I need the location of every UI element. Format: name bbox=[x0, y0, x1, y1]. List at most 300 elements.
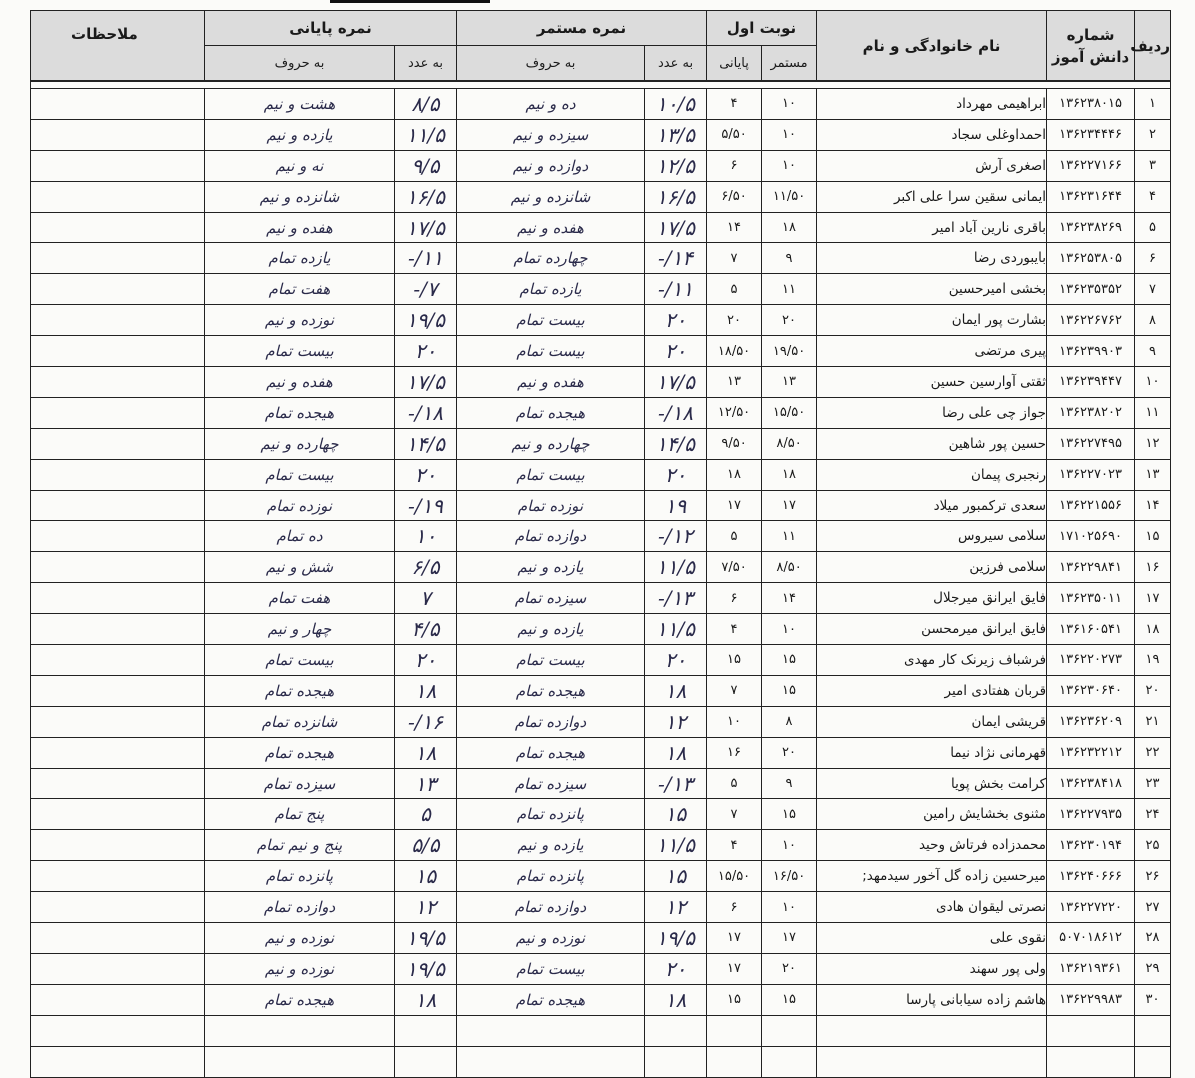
first-term-final-cell: ۴ bbox=[707, 830, 762, 861]
table-row bbox=[31, 768, 1171, 799]
header-continuous-digits: به عدد bbox=[645, 46, 707, 82]
final-grade-words-cell: سیزده تمام bbox=[205, 768, 395, 799]
continuous-grade-words-cell: نوزده تمام bbox=[457, 490, 645, 521]
first-term-continuous-cell: ۱۴ bbox=[762, 583, 817, 614]
row-number-cell: ۲ bbox=[1135, 119, 1171, 150]
empty-cell bbox=[205, 1015, 395, 1046]
continuous-grade-words-cell: سیزده تمام bbox=[457, 768, 645, 799]
final-grade-digits-cell: ۱۹/۵ bbox=[395, 923, 457, 954]
student-name-cell: اصغری آرش bbox=[817, 150, 1047, 181]
student-id-cell: ۱۳۶۲۳۸۲۰۲ bbox=[1047, 397, 1135, 428]
student-id-cell: ۱۳۶۲۲۷۴۹۵ bbox=[1047, 428, 1135, 459]
student-name-cell: سلامی فرزین bbox=[817, 552, 1047, 583]
empty-cell bbox=[817, 1046, 1047, 1077]
student-name-cell: ولی پور سهند bbox=[817, 953, 1047, 984]
final-grade-words-cell: شانزده تمام bbox=[205, 706, 395, 737]
final-grade-digits-cell: ۱۲ bbox=[395, 892, 457, 923]
header-spacer bbox=[31, 81, 1171, 89]
final-grade-digits-cell: ۱۸ bbox=[395, 675, 457, 706]
empty-cell bbox=[645, 1015, 707, 1046]
student-id-cell: ۱۳۶۲۴۰۶۶۶ bbox=[1047, 861, 1135, 892]
first-term-final-cell: ۷ bbox=[707, 799, 762, 830]
row-number-cell: ۱۵ bbox=[1135, 521, 1171, 552]
continuous-grade-words-cell: شانزده و نیم bbox=[457, 181, 645, 212]
remarks-cell bbox=[31, 799, 205, 830]
remarks-cell bbox=[31, 336, 205, 367]
empty-row bbox=[31, 1046, 1171, 1077]
continuous-grade-digits-cell: ۱۳/- bbox=[645, 583, 707, 614]
final-grade-words-cell: نه و نیم bbox=[205, 150, 395, 181]
student-id-cell: ۱۳۶۲۳۰۶۴۰ bbox=[1047, 675, 1135, 706]
continuous-grade-words-cell: یازده تمام bbox=[457, 274, 645, 305]
continuous-grade-digits-cell: ۱۱/۵ bbox=[645, 614, 707, 645]
remarks-cell bbox=[31, 490, 205, 521]
first-term-final-cell: ۱۷ bbox=[707, 953, 762, 984]
continuous-grade-digits-cell: ۱۲ bbox=[645, 892, 707, 923]
first-term-continuous-cell: ۱۰ bbox=[762, 892, 817, 923]
first-term-continuous-cell: ۸/۵۰ bbox=[762, 552, 817, 583]
student-id-cell: ۱۳۶۲۲۹۹۸۳ bbox=[1047, 984, 1135, 1015]
student-name-cell: مثنوی بخشایش رامین bbox=[817, 799, 1047, 830]
row-number-cell: ۱۱ bbox=[1135, 397, 1171, 428]
first-term-continuous-cell: ۱۱ bbox=[762, 274, 817, 305]
final-grade-words-cell: نوزده و نیم bbox=[205, 923, 395, 954]
student-id-cell: ۱۳۶۲۲۷۹۳۵ bbox=[1047, 799, 1135, 830]
row-number-cell: ۷ bbox=[1135, 274, 1171, 305]
student-name-cell: ایمانی سقین سرا علی اکبر bbox=[817, 181, 1047, 212]
remarks-cell bbox=[31, 305, 205, 336]
empty-cell bbox=[817, 1015, 1047, 1046]
student-name-cell: فرشباف زیرنک کار مهدی bbox=[817, 645, 1047, 676]
row-number-cell: ۲۱ bbox=[1135, 706, 1171, 737]
student-name-cell: بایبوردی رضا bbox=[817, 243, 1047, 274]
grade-sheet bbox=[30, 10, 1171, 1078]
student-name-cell: کرامت بخش پویا bbox=[817, 768, 1047, 799]
first-term-final-cell: ۱۷ bbox=[707, 490, 762, 521]
continuous-grade-digits-cell: ۱۳/۵ bbox=[645, 119, 707, 150]
empty-cell bbox=[457, 1015, 645, 1046]
student-name-cell: ثقتی آوارسین حسین bbox=[817, 367, 1047, 398]
first-term-continuous-cell: ۱۹/۵۰ bbox=[762, 336, 817, 367]
first-term-final-cell: ۵/۵۰ bbox=[707, 119, 762, 150]
row-number-cell: ۳ bbox=[1135, 150, 1171, 181]
header-final-grade: نمره پایانی bbox=[205, 11, 457, 46]
student-name-cell: بشارت پور ایمان bbox=[817, 305, 1047, 336]
first-term-final-cell: ۵ bbox=[707, 768, 762, 799]
student-name-cell: سعدی ترکمبور میلاد bbox=[817, 490, 1047, 521]
remarks-cell bbox=[31, 737, 205, 768]
student-name-cell: هاشم زاده سیابانی پارسا bbox=[817, 984, 1047, 1015]
continuous-grade-digits-cell: ۱۹ bbox=[645, 490, 707, 521]
first-term-continuous-cell: ۱۵ bbox=[762, 675, 817, 706]
continuous-grade-words-cell: سیزده تمام bbox=[457, 583, 645, 614]
first-term-final-cell: ۱۲/۵۰ bbox=[707, 397, 762, 428]
first-term-continuous-cell: ۸ bbox=[762, 706, 817, 737]
student-id-cell: ۱۳۶۱۶۰۵۴۱ bbox=[1047, 614, 1135, 645]
row-number-cell: ۱۳ bbox=[1135, 459, 1171, 490]
header-first-term: نوبت اول bbox=[707, 11, 817, 46]
header-row-number: ردیف bbox=[1135, 11, 1171, 82]
first-term-final-cell: ۱۳ bbox=[707, 367, 762, 398]
final-grade-digits-cell: ۱۹/- bbox=[395, 490, 457, 521]
continuous-grade-words-cell: ده و نیم bbox=[457, 89, 645, 120]
student-name-cell: فایق ایرانق میرمحسن bbox=[817, 614, 1047, 645]
student-name-cell: میرحسین زاده گل آخور سیدمهد; bbox=[817, 861, 1047, 892]
final-grade-words-cell: هفده و نیم bbox=[205, 212, 395, 243]
final-grade-digits-cell: ۲۰ bbox=[395, 645, 457, 676]
student-name-cell: قریشی ایمان bbox=[817, 706, 1047, 737]
first-term-final-cell: ۶ bbox=[707, 150, 762, 181]
table-row bbox=[31, 274, 1171, 305]
first-term-continuous-cell: ۱۰ bbox=[762, 614, 817, 645]
table-row bbox=[31, 305, 1171, 336]
header-final-words: به حروف bbox=[205, 46, 395, 82]
table-row bbox=[31, 892, 1171, 923]
final-grade-words-cell: یازده و نیم bbox=[205, 119, 395, 150]
continuous-grade-digits-cell: ۱۲/۵ bbox=[645, 150, 707, 181]
first-term-continuous-cell: ۱۷ bbox=[762, 490, 817, 521]
final-grade-words-cell: هیجده تمام bbox=[205, 675, 395, 706]
continuous-grade-words-cell: بیست تمام bbox=[457, 953, 645, 984]
continuous-grade-words-cell: دوازده تمام bbox=[457, 892, 645, 923]
final-grade-words-cell: هیجده تمام bbox=[205, 984, 395, 1015]
final-grade-words-cell: نوزده و نیم bbox=[205, 305, 395, 336]
first-term-continuous-cell: ۱۰ bbox=[762, 150, 817, 181]
continuous-grade-words-cell: هفده و نیم bbox=[457, 212, 645, 243]
row-number-cell: ۱۷ bbox=[1135, 583, 1171, 614]
final-grade-words-cell: نوزده تمام bbox=[205, 490, 395, 521]
continuous-grade-digits-cell: ۱۱/۵ bbox=[645, 552, 707, 583]
table-row bbox=[31, 521, 1171, 552]
remarks-cell bbox=[31, 119, 205, 150]
student-id-cell: ۱۳۶۲۳۹۹۰۳ bbox=[1047, 336, 1135, 367]
continuous-grade-digits-cell: ۱۱/- bbox=[645, 274, 707, 305]
continuous-grade-words-cell: پانزده تمام bbox=[457, 861, 645, 892]
header-student-id: شماره دانش آموز bbox=[1047, 11, 1135, 82]
final-grade-words-cell: دوازده تمام bbox=[205, 892, 395, 923]
student-id-cell: ۱۳۶۲۳۵۳۵۲ bbox=[1047, 274, 1135, 305]
empty-cell bbox=[31, 1046, 205, 1077]
final-grade-words-cell: هفت تمام bbox=[205, 583, 395, 614]
empty-cell bbox=[762, 1046, 817, 1077]
student-id-cell: ۱۳۶۲۳۵۰۱۱ bbox=[1047, 583, 1135, 614]
continuous-grade-digits-cell: ۲۰ bbox=[645, 336, 707, 367]
continuous-grade-words-cell: بیست تمام bbox=[457, 336, 645, 367]
student-id-cell: ۱۳۶۲۳۸۴۱۸ bbox=[1047, 768, 1135, 799]
continuous-grade-words-cell: هفده و نیم bbox=[457, 367, 645, 398]
empty-cell bbox=[457, 1046, 645, 1077]
remarks-cell bbox=[31, 181, 205, 212]
student-name-cell: پیری مرتضی bbox=[817, 336, 1047, 367]
empty-cell bbox=[645, 1046, 707, 1077]
final-grade-digits-cell: ۱۹/۵ bbox=[395, 305, 457, 336]
table-row bbox=[31, 212, 1171, 243]
student-name-cell: قربان هفتادی امیر bbox=[817, 675, 1047, 706]
continuous-grade-words-cell: دوازده و نیم bbox=[457, 150, 645, 181]
table-row bbox=[31, 367, 1171, 398]
continuous-grade-digits-cell: ۱۸ bbox=[645, 984, 707, 1015]
first-term-final-cell: ۱۶ bbox=[707, 737, 762, 768]
table-row bbox=[31, 119, 1171, 150]
row-number-cell: ۲۹ bbox=[1135, 953, 1171, 984]
continuous-grade-words-cell: یازده و نیم bbox=[457, 614, 645, 645]
table-body bbox=[31, 81, 1171, 1077]
student-name-cell: قهرمانی نژاد نیما bbox=[817, 737, 1047, 768]
continuous-grade-digits-cell: ۱۸ bbox=[645, 737, 707, 768]
continuous-grade-words-cell: هیجده تمام bbox=[457, 397, 645, 428]
continuous-grade-digits-cell: ۱۳/- bbox=[645, 768, 707, 799]
first-term-continuous-cell: ۹ bbox=[762, 768, 817, 799]
table-row bbox=[31, 706, 1171, 737]
first-term-final-cell: ۱۰ bbox=[707, 706, 762, 737]
final-grade-digits-cell: ۵ bbox=[395, 799, 457, 830]
student-id-cell: ۱۳۶۲۳۲۲۱۲ bbox=[1047, 737, 1135, 768]
final-grade-words-cell: شانزده و نیم bbox=[205, 181, 395, 212]
remarks-cell bbox=[31, 706, 205, 737]
row-number-cell: ۱۶ bbox=[1135, 552, 1171, 583]
continuous-grade-digits-cell: ۱۷/۵ bbox=[645, 367, 707, 398]
remarks-cell bbox=[31, 367, 205, 398]
empty-cell bbox=[395, 1015, 457, 1046]
header-first-term-continuous: مستمر bbox=[762, 46, 817, 82]
empty-cell bbox=[205, 1046, 395, 1077]
student-id-cell: ۱۳۶۲۲۷۲۲۰ bbox=[1047, 892, 1135, 923]
table-row bbox=[31, 89, 1171, 120]
continuous-grade-words-cell: یازده و نیم bbox=[457, 830, 645, 861]
first-term-final-cell: ۶ bbox=[707, 583, 762, 614]
student-name-cell: ابراهیمی مهرداد bbox=[817, 89, 1047, 120]
continuous-grade-digits-cell: ۱۸/- bbox=[645, 397, 707, 428]
row-number-cell: ۸ bbox=[1135, 305, 1171, 336]
first-term-continuous-cell: ۲۰ bbox=[762, 737, 817, 768]
final-grade-words-cell: هشت و نیم bbox=[205, 89, 395, 120]
student-id-cell: ۱۳۶۲۲۷۱۶۶ bbox=[1047, 150, 1135, 181]
continuous-grade-digits-cell: ۱۸ bbox=[645, 675, 707, 706]
final-grade-digits-cell: ۱۱/۵ bbox=[395, 119, 457, 150]
first-term-continuous-cell: ۱۷ bbox=[762, 923, 817, 954]
first-term-final-cell: ۲۰ bbox=[707, 305, 762, 336]
final-grade-digits-cell: ۱۳ bbox=[395, 768, 457, 799]
row-number-cell: ۶ bbox=[1135, 243, 1171, 274]
remarks-cell bbox=[31, 614, 205, 645]
final-grade-digits-cell: ۶/۵ bbox=[395, 552, 457, 583]
final-grade-digits-cell: ۷ bbox=[395, 583, 457, 614]
table-row bbox=[31, 397, 1171, 428]
empty-cell bbox=[707, 1015, 762, 1046]
remarks-cell bbox=[31, 645, 205, 676]
grades-table bbox=[30, 10, 1171, 1078]
student-id-cell: ۱۳۶۲۳۶۲۰۹ bbox=[1047, 706, 1135, 737]
first-term-final-cell: ۵ bbox=[707, 521, 762, 552]
table-row bbox=[31, 675, 1171, 706]
continuous-grade-words-cell: چهارده و نیم bbox=[457, 428, 645, 459]
student-id-cell: ۵۰۷۰۱۸۶۱۲ bbox=[1047, 923, 1135, 954]
final-grade-words-cell: ده تمام bbox=[205, 521, 395, 552]
continuous-grade-digits-cell: ۱۴/- bbox=[645, 243, 707, 274]
student-id-cell: ۱۳۶۲۲۹۸۴۱ bbox=[1047, 552, 1135, 583]
student-name-cell: جواز چی علی رضا bbox=[817, 397, 1047, 428]
continuous-grade-words-cell: پانزده تمام bbox=[457, 799, 645, 830]
student-id-cell: ۱۳۶۲۳۴۴۴۶ bbox=[1047, 119, 1135, 150]
row-number-cell: ۲۴ bbox=[1135, 799, 1171, 830]
student-id-cell: ۱۳۶۲۲۰۲۷۳ bbox=[1047, 645, 1135, 676]
continuous-grade-words-cell: بیست تمام bbox=[457, 459, 645, 490]
row-number-cell: ۳۰ bbox=[1135, 984, 1171, 1015]
student-id-cell: ۱۳۶۲۲۱۵۵۶ bbox=[1047, 490, 1135, 521]
first-term-continuous-cell: ۱۳ bbox=[762, 367, 817, 398]
continuous-grade-digits-cell: ۲۰ bbox=[645, 305, 707, 336]
first-term-continuous-cell: ۱۰ bbox=[762, 89, 817, 120]
final-grade-digits-cell: ۵/۵ bbox=[395, 830, 457, 861]
continuous-grade-words-cell: هیجده تمام bbox=[457, 675, 645, 706]
first-term-final-cell: ۷/۵۰ bbox=[707, 552, 762, 583]
empty-cell bbox=[1047, 1046, 1135, 1077]
row-number-cell: ۱۹ bbox=[1135, 645, 1171, 676]
row-number-cell: ۲۵ bbox=[1135, 830, 1171, 861]
continuous-grade-digits-cell: ۱۲ bbox=[645, 706, 707, 737]
student-name-cell: محمدزاده فرتاش وحید bbox=[817, 830, 1047, 861]
remarks-cell bbox=[31, 953, 205, 984]
final-grade-words-cell: بیست تمام bbox=[205, 336, 395, 367]
continuous-grade-words-cell: بیست تمام bbox=[457, 645, 645, 676]
row-number-cell: ۱۴ bbox=[1135, 490, 1171, 521]
remarks-cell bbox=[31, 274, 205, 305]
continuous-grade-digits-cell: ۱۱/۵ bbox=[645, 830, 707, 861]
table-row bbox=[31, 150, 1171, 181]
final-grade-digits-cell: ۸/۵ bbox=[395, 89, 457, 120]
student-name-cell: باقری نارین آباد امیر bbox=[817, 212, 1047, 243]
first-term-final-cell: ۵ bbox=[707, 274, 762, 305]
first-term-final-cell: ۱۸ bbox=[707, 459, 762, 490]
remarks-cell bbox=[31, 583, 205, 614]
first-term-continuous-cell: ۱۵ bbox=[762, 799, 817, 830]
empty-cell bbox=[1135, 1046, 1171, 1077]
first-term-continuous-cell: ۲۰ bbox=[762, 953, 817, 984]
first-term-continuous-cell: ۱۵ bbox=[762, 984, 817, 1015]
row-number-cell: ۱ bbox=[1135, 89, 1171, 120]
first-term-final-cell: ۱۸/۵۰ bbox=[707, 336, 762, 367]
final-grade-digits-cell: ۱۸/- bbox=[395, 397, 457, 428]
final-grade-words-cell: نوزده و نیم bbox=[205, 953, 395, 984]
first-term-continuous-cell: ۱۸ bbox=[762, 459, 817, 490]
empty-cell bbox=[707, 1046, 762, 1077]
table-row bbox=[31, 181, 1171, 212]
continuous-grade-digits-cell: ۱۲/- bbox=[645, 521, 707, 552]
first-term-continuous-cell: ۱۵/۵۰ bbox=[762, 397, 817, 428]
final-grade-digits-cell: ۱۷/۵ bbox=[395, 212, 457, 243]
first-term-final-cell: ۷ bbox=[707, 675, 762, 706]
student-name-cell: نصرتی لیقوان هادی bbox=[817, 892, 1047, 923]
final-grade-words-cell: بیست تمام bbox=[205, 459, 395, 490]
table-header bbox=[31, 11, 1171, 82]
final-grade-digits-cell: ۱۰ bbox=[395, 521, 457, 552]
row-number-cell: ۲۲ bbox=[1135, 737, 1171, 768]
student-id-cell: ۱۳۶۲۳۰۱۹۴ bbox=[1047, 830, 1135, 861]
continuous-grade-words-cell: هیجده تمام bbox=[457, 737, 645, 768]
student-id-cell: ۱۷۱۰۲۵۶۹۰ bbox=[1047, 521, 1135, 552]
table-row bbox=[31, 336, 1171, 367]
continuous-grade-digits-cell: ۱۷/۵ bbox=[645, 212, 707, 243]
continuous-grade-digits-cell: ۱۶/۵ bbox=[645, 181, 707, 212]
remarks-cell bbox=[31, 243, 205, 274]
header-name: نام خانوادگی و نام bbox=[817, 11, 1047, 82]
final-grade-digits-cell: ۱۷/۵ bbox=[395, 367, 457, 398]
remarks-cell bbox=[31, 521, 205, 552]
row-number-cell: ۱۸ bbox=[1135, 614, 1171, 645]
final-grade-words-cell: هیجده تمام bbox=[205, 737, 395, 768]
header-continuous-grade: نمره مستمر bbox=[457, 11, 707, 46]
empty-row bbox=[31, 1015, 1171, 1046]
student-name-cell: بخشی امیرحسین bbox=[817, 274, 1047, 305]
student-id-cell: ۱۳۶۲۳۸۲۶۹ bbox=[1047, 212, 1135, 243]
row-number-cell: ۱۲ bbox=[1135, 428, 1171, 459]
header-remarks: ملاحظات bbox=[31, 11, 205, 82]
student-name-cell: احمداوغلی سجاد bbox=[817, 119, 1047, 150]
table-row bbox=[31, 861, 1171, 892]
remarks-cell bbox=[31, 984, 205, 1015]
continuous-grade-words-cell: نوزده و نیم bbox=[457, 923, 645, 954]
remarks-cell bbox=[31, 675, 205, 706]
first-term-continuous-cell: ۱۱/۵۰ bbox=[762, 181, 817, 212]
table-row bbox=[31, 799, 1171, 830]
row-number-cell: ۲۶ bbox=[1135, 861, 1171, 892]
table-row bbox=[31, 459, 1171, 490]
first-term-final-cell: ۶/۵۰ bbox=[707, 181, 762, 212]
first-term-continuous-cell: ۱۰ bbox=[762, 119, 817, 150]
student-id-cell: ۱۳۶۲۲۶۷۶۲ bbox=[1047, 305, 1135, 336]
remarks-cell bbox=[31, 150, 205, 181]
header-final-digits: به عدد bbox=[395, 46, 457, 82]
row-number-cell: ۲۰ bbox=[1135, 675, 1171, 706]
final-grade-words-cell: شش و نیم bbox=[205, 552, 395, 583]
continuous-grade-digits-cell: ۱۵ bbox=[645, 861, 707, 892]
remarks-cell bbox=[31, 768, 205, 799]
first-term-continuous-cell: ۱۵ bbox=[762, 645, 817, 676]
student-id-cell: ۱۳۶۲۵۳۸۰۵ bbox=[1047, 243, 1135, 274]
first-term-final-cell: ۴ bbox=[707, 89, 762, 120]
student-name-cell: حسین پور شاهین bbox=[817, 428, 1047, 459]
continuous-grade-words-cell: بیست تمام bbox=[457, 305, 645, 336]
final-grade-digits-cell: ۷/- bbox=[395, 274, 457, 305]
final-grade-digits-cell: ۱۶/۵ bbox=[395, 181, 457, 212]
remarks-cell bbox=[31, 552, 205, 583]
table-row bbox=[31, 830, 1171, 861]
continuous-grade-digits-cell: ۱۴/۵ bbox=[645, 428, 707, 459]
first-term-final-cell: ۱۵/۵۰ bbox=[707, 861, 762, 892]
student-name-cell: سلامی سیروس bbox=[817, 521, 1047, 552]
student-name-cell: نقوی علی bbox=[817, 923, 1047, 954]
table-row bbox=[31, 923, 1171, 954]
remarks-cell bbox=[31, 923, 205, 954]
final-grade-digits-cell: ۱۸ bbox=[395, 984, 457, 1015]
final-grade-digits-cell: ۱۱/- bbox=[395, 243, 457, 274]
final-grade-words-cell: چهارده و نیم bbox=[205, 428, 395, 459]
continuous-grade-words-cell: دوازده تمام bbox=[457, 521, 645, 552]
row-number-cell: ۲۷ bbox=[1135, 892, 1171, 923]
remarks-cell bbox=[31, 861, 205, 892]
continuous-grade-digits-cell: ۲۰ bbox=[645, 459, 707, 490]
remarks-cell bbox=[31, 212, 205, 243]
final-grade-words-cell: هفده و نیم bbox=[205, 367, 395, 398]
remarks-cell bbox=[31, 830, 205, 861]
student-id-cell: ۱۳۶۲۳۱۶۴۴ bbox=[1047, 181, 1135, 212]
final-grade-words-cell: پنج تمام bbox=[205, 799, 395, 830]
row-number-cell: ۴ bbox=[1135, 181, 1171, 212]
row-number-cell: ۱۰ bbox=[1135, 367, 1171, 398]
row-number-cell: ۲۳ bbox=[1135, 768, 1171, 799]
header-continuous-words: به حروف bbox=[457, 46, 645, 82]
row-number-cell: ۲۸ bbox=[1135, 923, 1171, 954]
